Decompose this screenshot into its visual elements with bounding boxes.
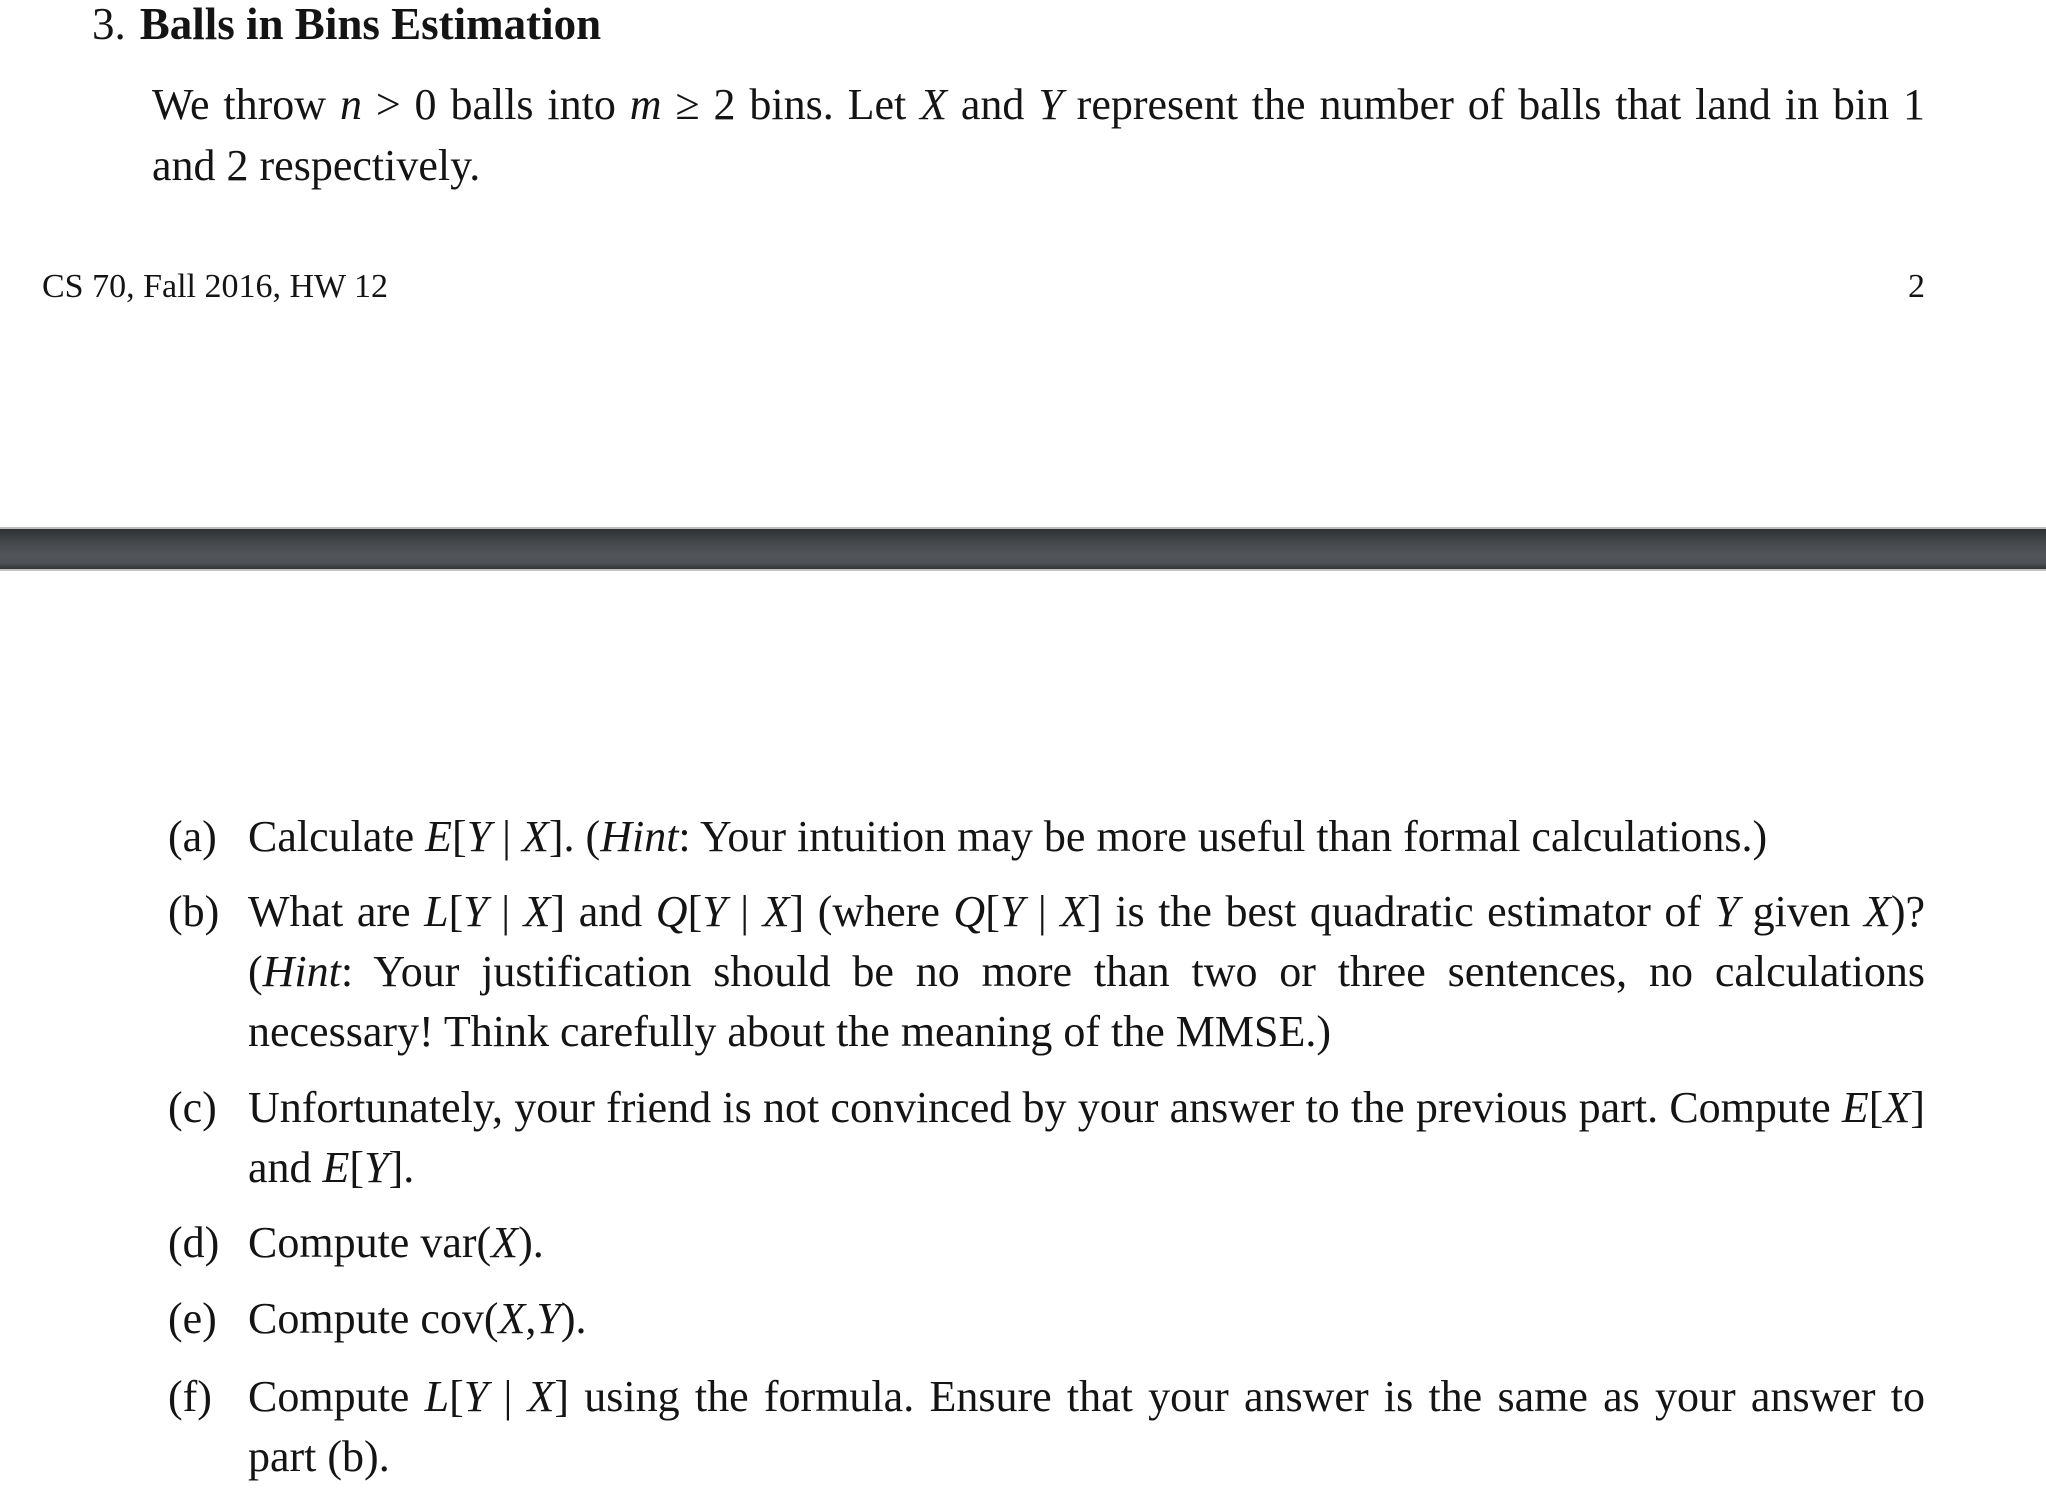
part-label: (f) [168,1372,212,1421]
math-var-m: m [629,80,662,129]
page-footer-course: CS 70, Fall 2016, HW 12 [42,268,389,305]
text-run: [ [985,887,1000,936]
math-var: Y [463,1372,489,1421]
math-var: Y [999,887,1025,936]
part-label: (b) [168,887,220,936]
text-run: | [491,812,522,861]
math-var: Y [466,812,492,861]
math-var: X [521,812,549,861]
intro-text: and [947,80,1039,129]
math-var-x: X [920,80,947,129]
intro-text: represent the number of balls that land in bin 1 and 2 respectively. [152,80,1925,190]
part-label: (c) [168,1083,217,1132]
page-separator [0,527,2046,571]
text-run: ]. ( [548,812,601,861]
math-var-n: n [339,80,362,129]
section-title: Balls in Bins Estimation [139,0,602,49]
text-run: ). [560,1294,587,1343]
text-run: [ [449,1372,464,1421]
math-var: L [424,1372,450,1421]
text-run: ]. [388,1143,415,1192]
math-var: X [762,887,790,936]
part-text [248,1367,1925,1487]
text-run: | [488,1372,528,1421]
intro-text: ≥ 2 bins. Let [661,80,921,129]
math-var: X [491,1218,519,1267]
text-run: , [525,1294,537,1343]
part-text [248,1289,1925,1349]
math-var: Y [1714,887,1740,936]
text-run: ] and [248,1083,1925,1192]
math-var: E [425,812,453,861]
text-run: ] is the best quadratic estimator of [1087,887,1715,936]
text-run: ] (where [789,887,954,936]
math-var: L [424,887,449,936]
text-run: | [487,887,524,936]
text-run: [ [448,887,464,936]
text-run: | [726,887,763,936]
part-text [248,882,1925,1062]
text-run: Compute [248,1372,425,1421]
section-heading [92,0,601,52]
math-var: Q [953,887,986,936]
problem-statement [152,74,1925,196]
text-run: Calculate [248,812,426,861]
text-run: [ [687,887,703,936]
intro-text: > 0 balls into [361,80,630,129]
part-label: (a) [168,812,217,861]
section-number: 3. [92,0,126,49]
intro-text: We throw [152,80,340,129]
math-var: X [1883,1083,1911,1132]
math-var: X [1060,887,1088,936]
hint-label: Hint [262,947,341,996]
text-run: : Your intuition may be more useful than formal calculations.) [678,812,1768,861]
math-var: X [498,1294,526,1343]
math-var: Q [655,887,688,936]
math-var: Y [463,887,488,936]
text-run: given [1739,887,1864,936]
text-run: ] and [550,887,656,936]
part-text [248,1078,1925,1198]
text-run: [ [1868,1083,1884,1132]
text-run: Compute cov( [248,1294,499,1343]
math-var: E [1841,1083,1869,1132]
text-run: Compute var( [248,1218,492,1267]
text-run: : Your justification should be no more than two or three sentences, no calculations necessary! Think carefully about the meaning of the MMSE.) [248,947,1925,1056]
pdf-page-2 [0,571,2046,1512]
text-run: Unfortunately, your friend is not convinced by your answer to the previous part. Compute [248,1083,1842,1132]
part-label: (e) [168,1294,217,1343]
part-text [248,1213,1925,1273]
math-var-y: Y [1038,80,1063,129]
text-run: [ [349,1143,365,1192]
hint-label: Hint [600,812,679,861]
math-var: Y [702,887,727,936]
part-label: (d) [168,1218,220,1267]
text-run: )? ( [248,887,1926,996]
page-number: 2 [1908,268,1925,305]
text-run: What are [248,887,425,936]
math-var: X [527,1372,555,1421]
math-var: Y [536,1294,561,1343]
text-run: ). [518,1218,544,1267]
math-var: Y [364,1143,389,1192]
math-var: X [523,887,551,936]
text-run: [ [452,812,467,861]
math-var: X [1863,887,1891,936]
part-text [248,807,1925,867]
math-var: E [322,1143,350,1192]
pdf-page-1 [0,0,2046,527]
text-run: | [1024,887,1061,936]
text-run: ] using the formula. Ensure that your answer is the same as your answer to part (b). [248,1372,1925,1481]
